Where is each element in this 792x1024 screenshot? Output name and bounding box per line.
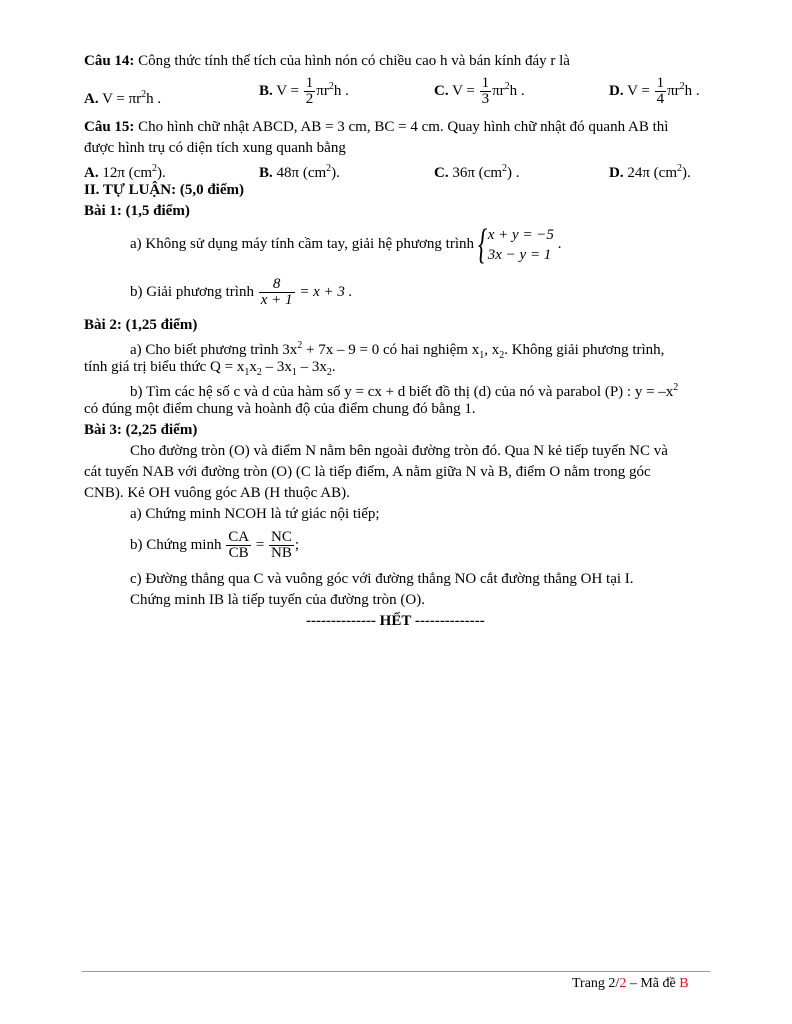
- bai1-a-text: a) Không sử dụng máy tính cầm tay, giải hệ phương trình: [130, 236, 478, 252]
- bai3-a: a) Chứng minh NCOH là tứ giác nội tiếp;: [130, 506, 380, 522]
- fraction: [655, 76, 667, 107]
- superscript: 2: [326, 163, 332, 174]
- option-label: A.: [84, 91, 99, 107]
- bai1-a-end: .: [553, 236, 562, 252]
- fraction: [480, 76, 492, 107]
- fraction: [226, 530, 251, 561]
- subscript: 1: [244, 367, 250, 378]
- option-text: ) .: [507, 165, 520, 181]
- option-text: πr: [316, 82, 329, 99]
- fraction-denominator: 3: [481, 91, 490, 107]
- fraction: [259, 277, 295, 308]
- equation-system: [477, 221, 554, 268]
- option-d: [609, 160, 691, 182]
- bai1-b-end: = x + 3 .: [295, 284, 353, 300]
- option-text: ).: [682, 165, 691, 181]
- option-text: ).: [331, 165, 340, 181]
- subscript: 1: [479, 350, 485, 361]
- bai3-paragraph-line3: CNB). Kẻ OH vuông góc AB (H thuộc AB).: [84, 485, 350, 501]
- text: – Mã đề: [626, 976, 680, 991]
- fraction: [269, 530, 294, 561]
- fraction-denominator: x + 1: [260, 292, 293, 309]
- option-text: V =: [623, 82, 654, 99]
- bai1-title: Bài 1: (1,5 điểm): [84, 203, 190, 219]
- superscript: 2: [673, 382, 679, 393]
- fraction-denominator: CB: [226, 545, 251, 561]
- question-label: Câu 14:: [84, 53, 135, 69]
- exam-code: B: [679, 976, 689, 991]
- superscript: 2: [679, 80, 685, 92]
- superscript: 2: [502, 163, 507, 174]
- text: .: [331, 359, 336, 375]
- text: – 3x: [296, 359, 327, 375]
- bai3-b: [130, 525, 299, 565]
- footer-page-info: [572, 975, 689, 993]
- equation-1: x + y = −5: [487, 226, 554, 243]
- option-text: h .: [333, 82, 349, 99]
- option-text: ).: [157, 165, 166, 181]
- fraction-numerator: CA: [228, 529, 250, 546]
- fraction-numerator: 1: [305, 75, 314, 91]
- fraction-numerator: 1: [656, 75, 665, 91]
- text: 2: [619, 976, 627, 991]
- option-label: D.: [609, 82, 624, 99]
- question-15-line2: được hình trụ có diện tích xung quanh bằng: [84, 140, 346, 156]
- bai3-title: Bài 3: (2,25 điểm): [84, 422, 198, 438]
- option-text: 36π (cm: [448, 165, 502, 181]
- superscript: 2: [504, 80, 510, 92]
- question-14-options: [84, 76, 724, 116]
- subscript: 2: [499, 350, 505, 361]
- option-c: [434, 160, 520, 182]
- fraction-numerator: 8: [272, 276, 281, 293]
- subscript: 1: [291, 367, 297, 378]
- bai3-c-line1: c) Đường thẳng qua C và vuông góc với đường thẳng NO cắt đường thẳng OH tại I.: [130, 571, 634, 587]
- section-heading: II. TỰ LUẬN: (5,0 điểm): [84, 182, 244, 198]
- bai3-paragraph-line2: cát tuyến NAB với đường tròn (O) (C là tiếp điểm, A nằm giữa N và B, điểm O nằm trong góc: [84, 464, 651, 480]
- bai1-b-text: b) Giải phương trình: [130, 284, 258, 300]
- fraction-numerator: NC: [271, 529, 292, 546]
- option-a: [84, 86, 161, 108]
- brace-icon: {: [477, 221, 487, 268]
- end-mark: -------------- HẾT --------------: [306, 613, 485, 629]
- option-d: [609, 76, 700, 107]
- superscript: 2: [297, 340, 303, 351]
- fraction: [304, 76, 316, 107]
- superscript: 2: [328, 80, 334, 92]
- question-14: [84, 52, 570, 70]
- superscript: 2: [152, 163, 157, 174]
- fraction-denominator: 4: [656, 91, 665, 107]
- fraction-numerator: 1: [481, 75, 490, 91]
- option-label: C.: [434, 165, 449, 181]
- question-15: [84, 118, 668, 136]
- subscript: 2: [326, 367, 332, 378]
- text: x: [249, 359, 257, 375]
- option-label: A.: [84, 165, 99, 181]
- fraction-denominator: 2: [305, 91, 314, 107]
- option-text: h .: [684, 82, 700, 99]
- text: b) Tìm các hệ số c và d của hàm số y = cx + d biết đồ thị (d) của nó và parabol (P) : y = –x: [130, 384, 674, 400]
- bai3-c-line2: Chứng minh IB là tiếp tuyến của đường tròn (O).: [130, 592, 425, 608]
- bai3-paragraph-line1: Cho đường tròn (O) và điểm N nằm bên ngoài đường tròn đó. Qua N kẻ tiếp tuyến NC và: [130, 443, 668, 459]
- text: + 7x – 9 = 0 có hai nghiệm x: [302, 342, 480, 358]
- text: =: [252, 537, 269, 553]
- text: b) Chứng minh: [130, 537, 226, 553]
- option-label: B.: [259, 82, 273, 99]
- option-text: πr: [667, 82, 680, 99]
- option-text: V =: [448, 82, 479, 99]
- bai2-b-line2: có đúng một điểm chung và hoành độ của điểm chung đó bằng 1.: [84, 401, 476, 417]
- bai2-title: Bài 2: (1,25 điểm): [84, 317, 198, 333]
- question-text: Cho hình chữ nhật ABCD, AB = 3 cm, BC = 4 cm. Quay hình chữ nhật đó quanh AB thì: [134, 119, 669, 135]
- option-b: [259, 160, 340, 182]
- option-label: C.: [434, 82, 449, 99]
- text: . Không giải phương trình,: [504, 342, 665, 358]
- superscript: 2: [141, 89, 147, 100]
- footer-divider: [82, 971, 710, 972]
- superscript: 2: [677, 163, 682, 174]
- option-a: [84, 160, 166, 182]
- bai1-b: [130, 274, 352, 310]
- option-b: [259, 76, 349, 107]
- subscript: 2: [256, 367, 262, 378]
- fraction-denominator: NB: [271, 545, 292, 562]
- option-text: 48π (cm: [272, 165, 327, 181]
- option-label: D.: [609, 165, 624, 181]
- question-label: Câu 15:: [84, 119, 135, 135]
- option-text: 24π (cm: [623, 165, 677, 181]
- text: Trang 2/: [572, 976, 620, 991]
- option-text: h .: [509, 82, 525, 99]
- option-text: πr: [492, 82, 505, 99]
- text: – 3x: [261, 359, 292, 375]
- text: tính giá trị biểu thức Q = x: [84, 359, 245, 375]
- option-text: V = πr: [98, 91, 142, 107]
- question-text: Công thức tính thể tích của hình nón có chiều cao h và bán kính đáy r là: [134, 53, 570, 69]
- text: a) Cho biết phương trình 3x: [130, 342, 298, 358]
- option-text: h .: [146, 91, 162, 107]
- text: ;: [294, 537, 300, 553]
- option-text: 12π (cm: [98, 165, 152, 181]
- option-c: [434, 76, 525, 107]
- bai1-a: [130, 222, 561, 266]
- option-text: V =: [272, 82, 303, 99]
- equation-2: 3x − y = 1: [487, 246, 552, 263]
- option-label: B.: [259, 165, 273, 181]
- text: , x: [484, 342, 500, 358]
- bai2-b-line1: [130, 379, 678, 401]
